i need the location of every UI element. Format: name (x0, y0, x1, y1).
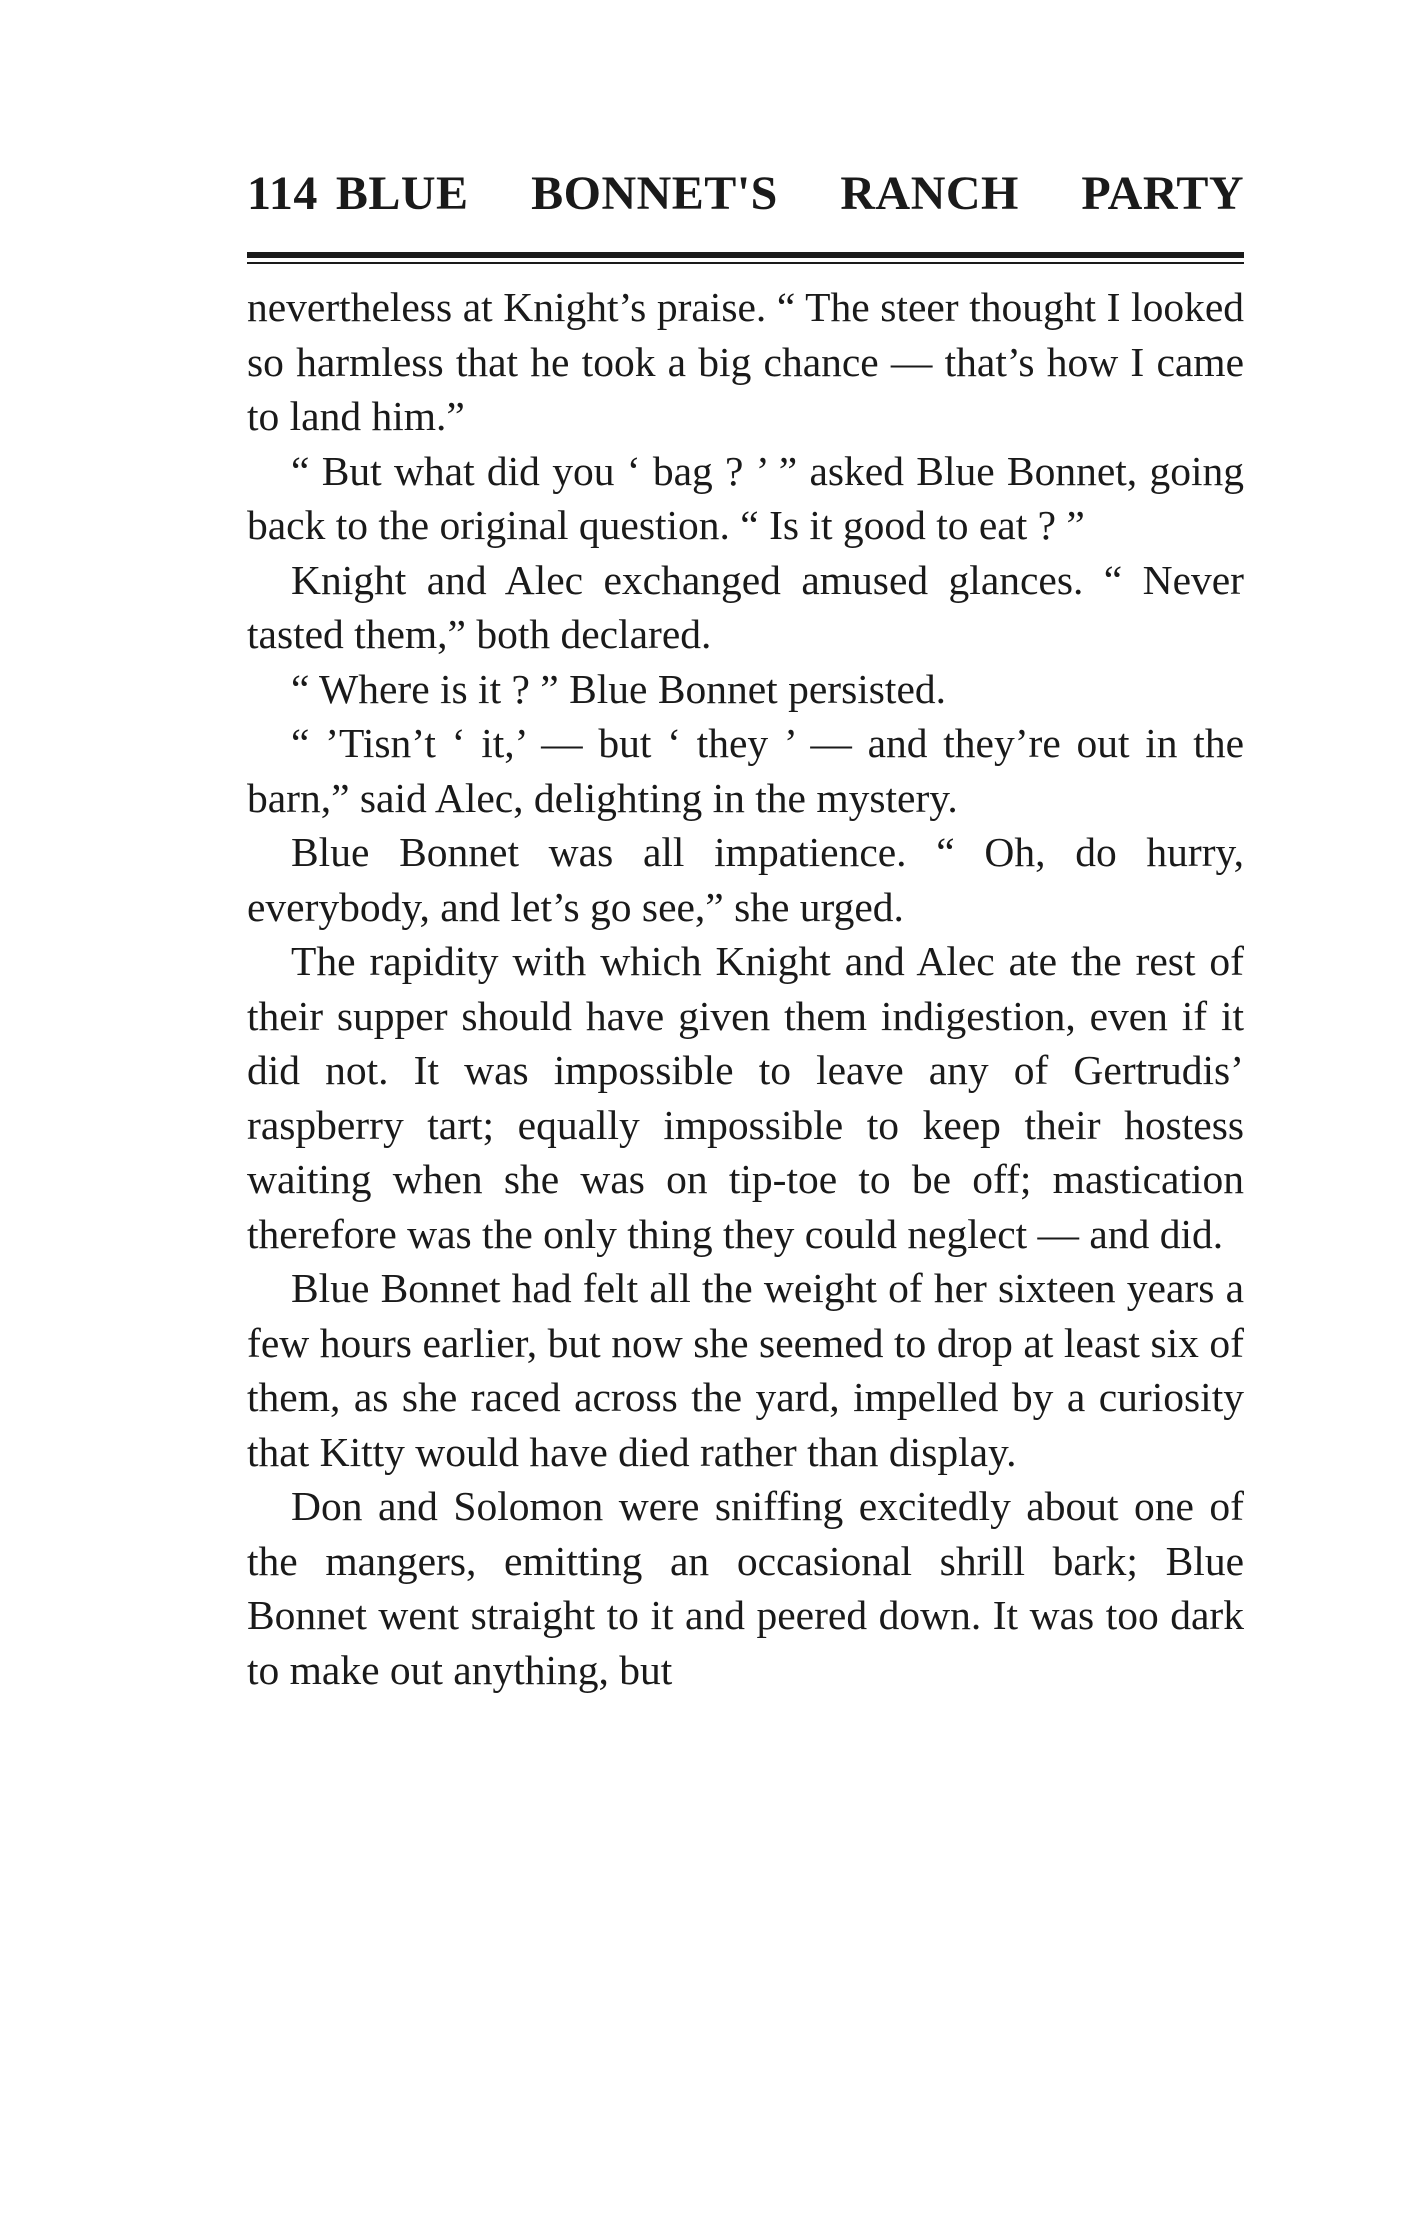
paragraph: Knight and Alec exchanged amused glances. “ Never tasted them,” both declared. (247, 556, 1244, 657)
paragraph: Blue Bonnet was all impatience. “ Oh, do hurry, everybody, and let’s go see,” she urged. (247, 829, 1244, 930)
paragraph: Don and Solomon were sniffing excitedly about one of the mangers, emitting an occasional shrill bark; Blue Bonnet went straight to it and peered down. It was too dark to make out anything, but (247, 1483, 1244, 1693)
body-text (247, 280, 1244, 1697)
paragraph: The rapidity with which Knight and Alec ate the rest of their supper should have given them indigestion, even if it did not. It was impossible to leave any of Gertrudis’ raspberry tart; equally impossible to keep their hostess waiting when she was on tip-toe to be off; mastication therefore was the only thing they could neglect — and did. (247, 938, 1244, 1257)
page-number: 114 (247, 167, 318, 220)
header-rule-thick (247, 252, 1244, 258)
paragraph: “ But what did you ‘ bag ? ’ ” asked Blue Bonnet, going back to the original question. “ Is it good to eat ? ” (247, 447, 1244, 548)
paragraph: nevertheless at Knight’s praise. “ The steer thought I looked so harmless that he took a big chance — that’s how I came to land him.” (247, 284, 1244, 439)
paragraph: “ ’Tisn’t ‘ it,’ — but ‘ they ’ — and they’re out in the barn,” said Alec, delighting in the mystery. (247, 720, 1244, 821)
book-page (247, 167, 1244, 1697)
paragraph: “ Where is it ? ” Blue Bonnet persisted. (291, 665, 946, 712)
running-header (247, 167, 1244, 230)
running-title: BLUE BONNET'S RANCH PARTY (335, 167, 1244, 220)
header-rule-thin (247, 262, 1244, 264)
paragraph: Blue Bonnet had felt all the weight of her sixteen years a few hours earlier, but now she seemed to drop at least six of them, as she raced across the yard, impelled by a curiosity that Kitty would have died rather than display. (247, 1265, 1244, 1475)
